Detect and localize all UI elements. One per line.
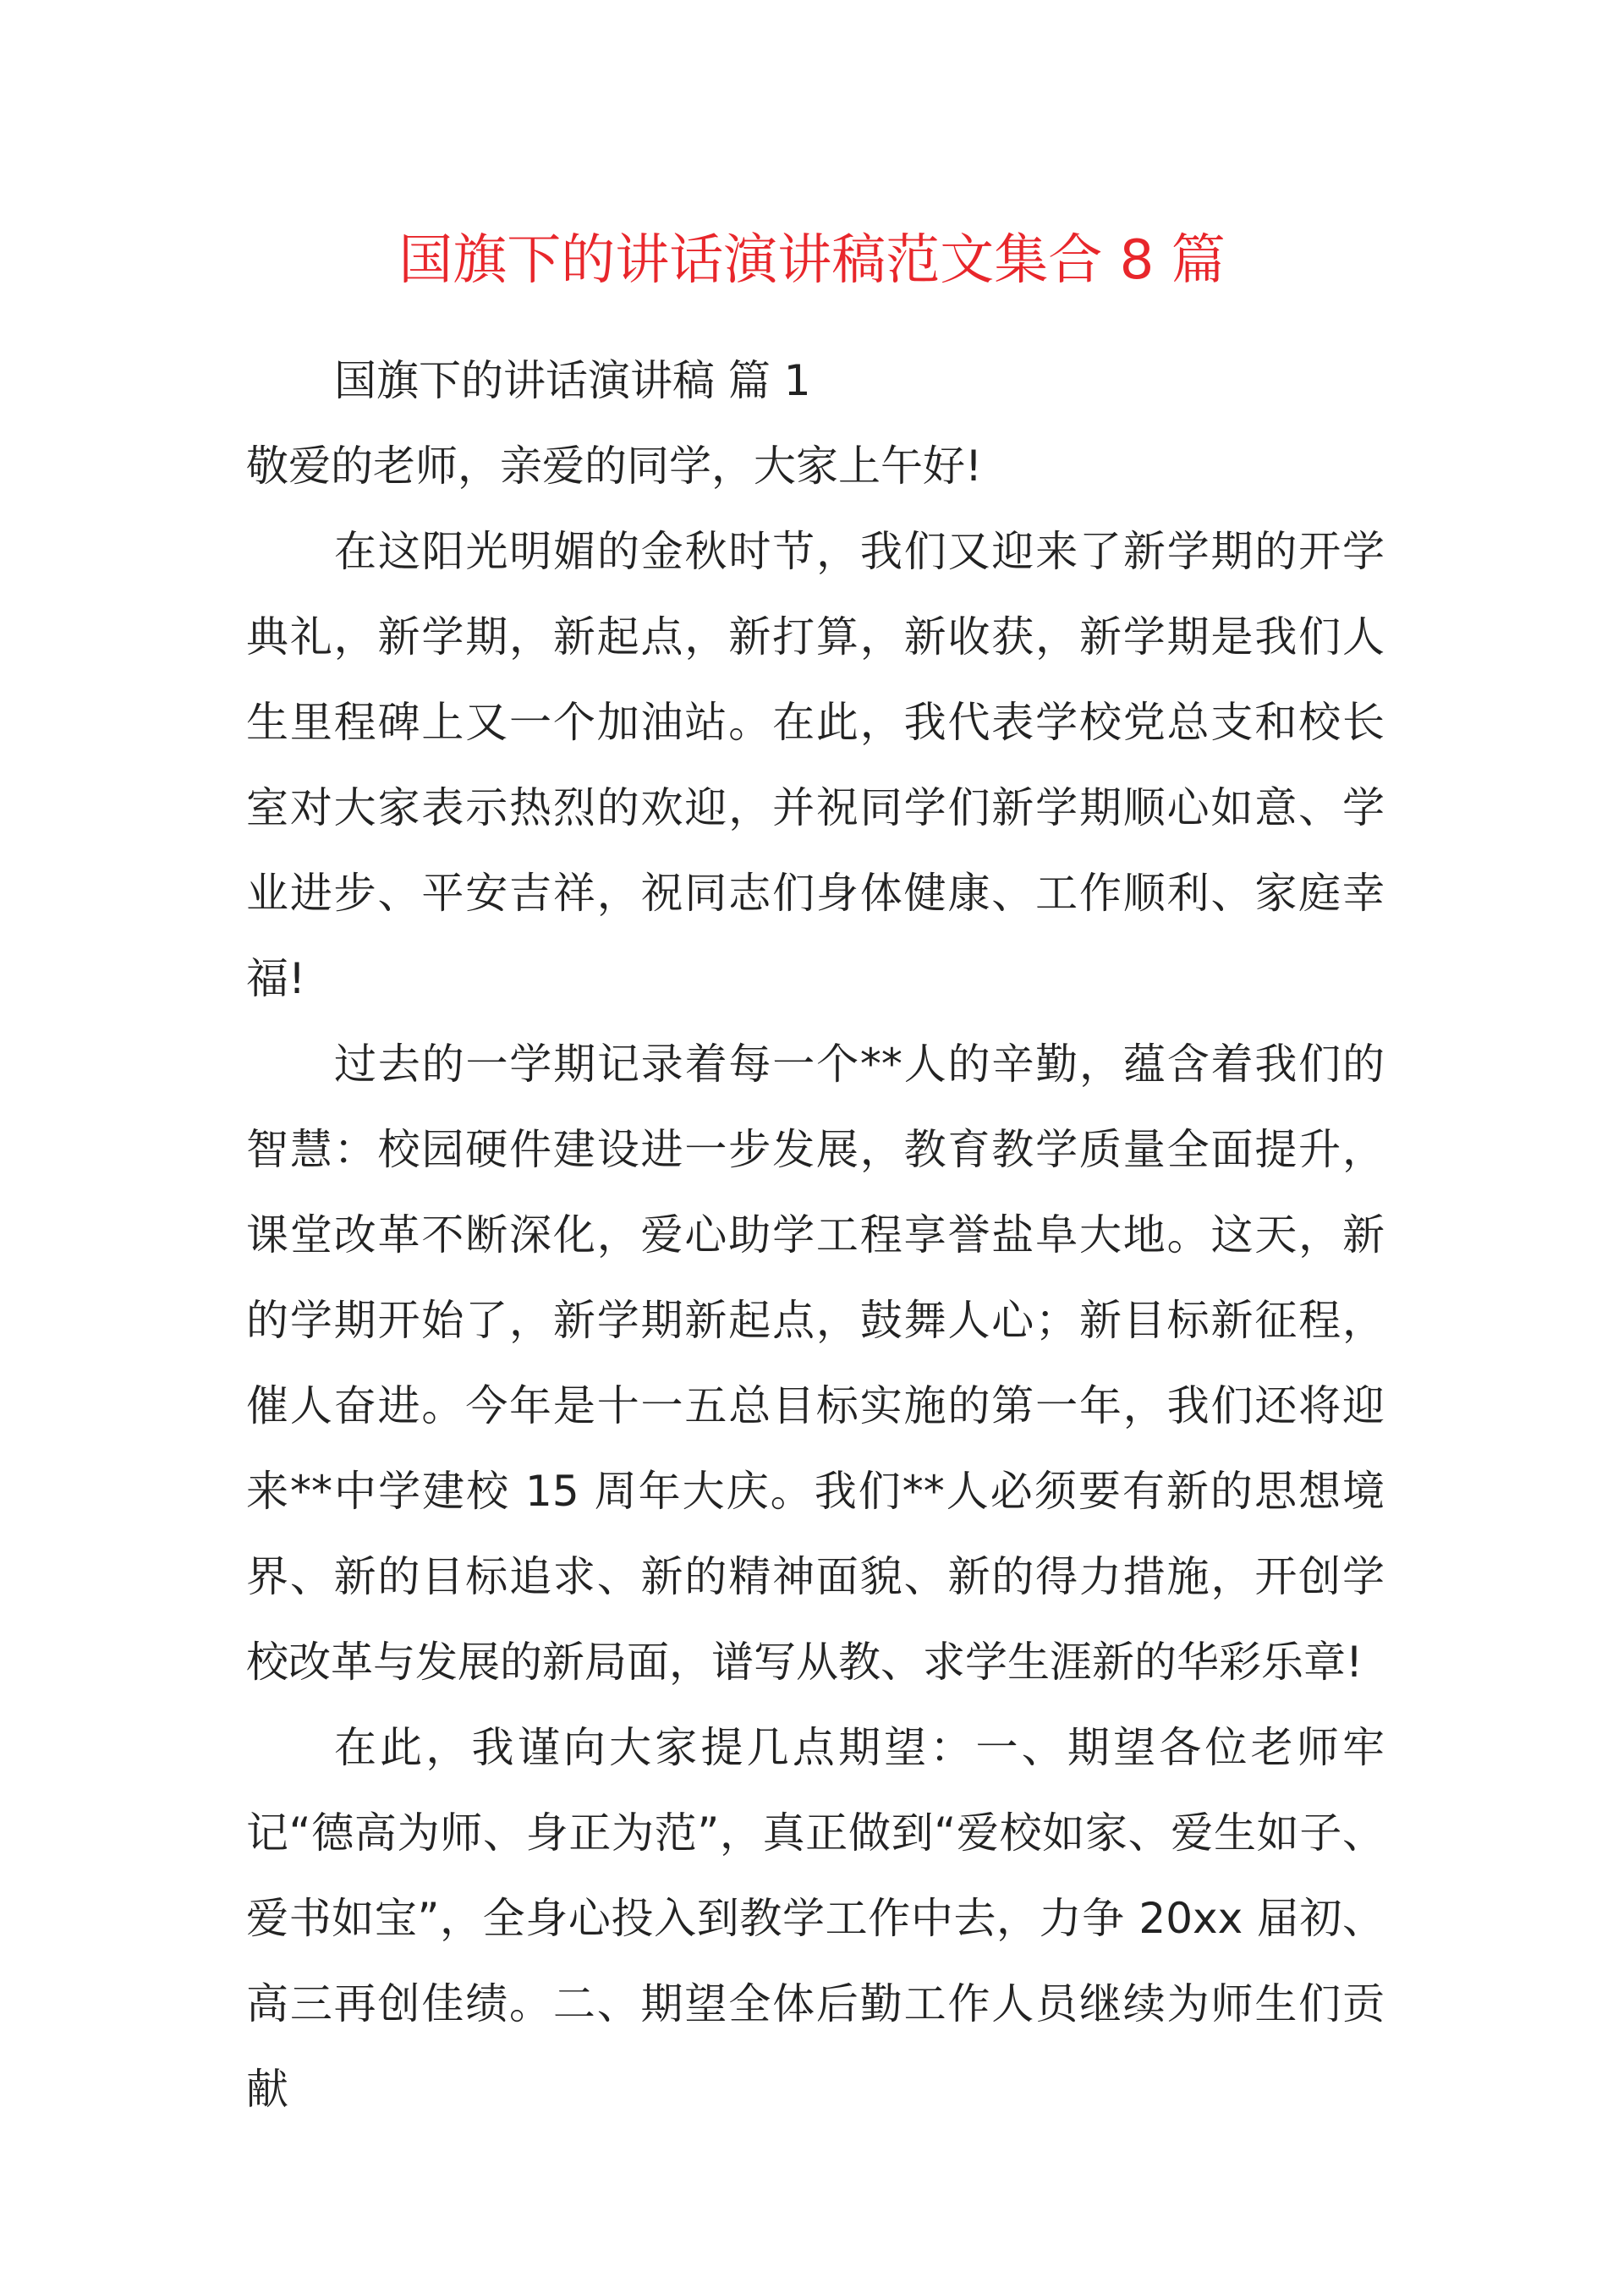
section-heading: 国旗下的讲话演讲稿 篇 1 <box>334 356 811 405</box>
greeting-line: 敬爱的老师，亲爱的同学，大家上午好! <box>246 442 983 491</box>
paragraph-3: 在此，我谨向大家提几点期望：一、期望各位老师牢记“德高为师、身正为范”，真正做到“爱校如家、爱生如子、爱书如宝”，全身心投入到教学工作中去，力争 20xx 届初、高三再创佳绩。二、期望全体后勤工作人员继续为师生们贡献 <box>246 1723 1385 2114</box>
paragraph-1: 在这阳光明媚的金秋时节，我们又迎来了新学期的开学典礼，新学期，新起点，新打算，新收获，新学期是我们人生里程碑上又一个加油站。在此，我代表学校党总支和校长室对大家表示热烈的欢迎，并祝同学们新学期顺心如意、学业进步、平安吉祥，祝同志们身体健康、工作顺利、家庭幸福! <box>246 527 1385 1003</box>
document-body <box>246 338 1385 2132</box>
document-title: 国旗下的讲话演讲稿范文集合 8 篇 <box>398 229 1226 292</box>
paragraph-2: 过去的一学期记录着每一个**人的辛勤，蕴含着我们的智慧：校园硬件建设进一步发展，教育教学质量全面提升，课堂改革不断深化，爱心助学工程享誉盐阜大地。这天，新的学期开始了，新学期新起点，鼓舞人心；新目标新征程，催人奋进。今年是十一五总目标实施的第一年，我们还将迎来**中学建校 15 周年大庆。我们**人必须要有新的思想境界、新的目标追求、新的精神面貌、新的得力措施，开创学校改革与发展的新局面，谱写从教、求学生涯新的华彩乐章! <box>246 1040 1385 1687</box>
